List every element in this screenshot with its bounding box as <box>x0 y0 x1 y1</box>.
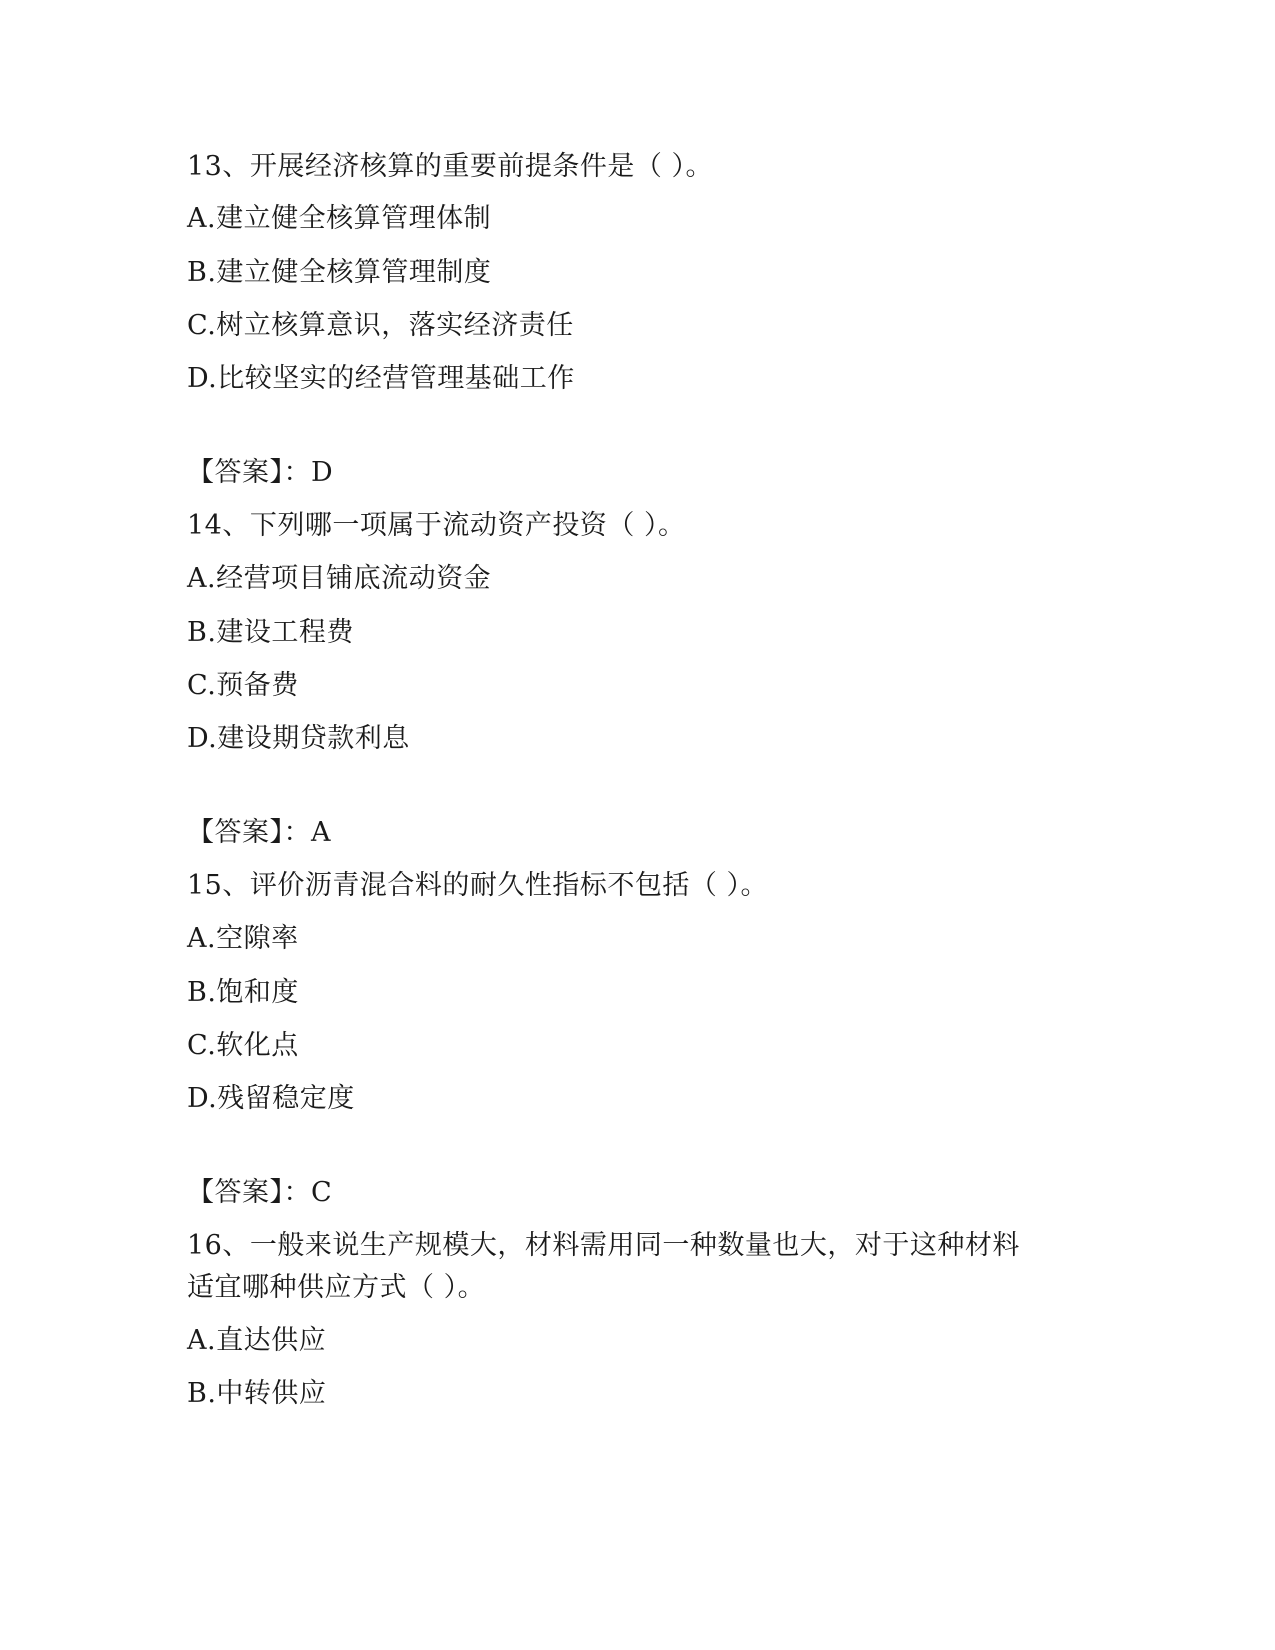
question-14-option-c: C.预备费 <box>187 670 299 701</box>
question-13-option-a: A.建立健全核算管理体制 <box>187 203 492 234</box>
question-13-option-d: D.比较坚实的经营管理基础工作 <box>187 363 575 394</box>
question-15-option-b: B.饱和度 <box>187 977 299 1008</box>
question-15-stem: 15、评价沥青混合料的耐久性指标不包括（ ）。 <box>187 870 768 901</box>
question-14-answer: 【答案】：A <box>187 817 331 848</box>
question-14-option-d: D.建设期贷款利息 <box>187 723 410 754</box>
question-13-stem: 13、开展经济核算的重要前提条件是（ ）。 <box>187 151 713 182</box>
question-13-option-c: C.树立核算意识，落实经济责任 <box>187 310 574 341</box>
question-16-stem-line-2: 适宜哪种供应方式（ ）。 <box>187 1272 486 1303</box>
question-15-option-a: A.空隙率 <box>187 923 299 954</box>
question-15-option-c: C.软化点 <box>187 1030 299 1061</box>
question-16-stem-line-1: 16、一般来说生产规模大，材料需用同一种数量也大，对于这种材料 <box>187 1230 1020 1261</box>
question-14-option-a: A.经营项目铺底流动资金 <box>187 563 492 594</box>
question-14-stem: 14、下列哪一项属于流动资产投资（ ）。 <box>187 510 686 541</box>
question-13-option-b: B.建立健全核算管理制度 <box>187 257 492 288</box>
question-13-answer: 【答案】：D <box>187 457 334 488</box>
question-16-option-a: A.直达供应 <box>187 1325 327 1356</box>
question-14-option-b: B.建设工程费 <box>187 617 354 648</box>
question-15-option-d: D.残留稳定度 <box>187 1083 355 1114</box>
question-16-option-b: B.中转供应 <box>187 1378 327 1409</box>
question-15-answer: 【答案】：C <box>187 1177 333 1208</box>
